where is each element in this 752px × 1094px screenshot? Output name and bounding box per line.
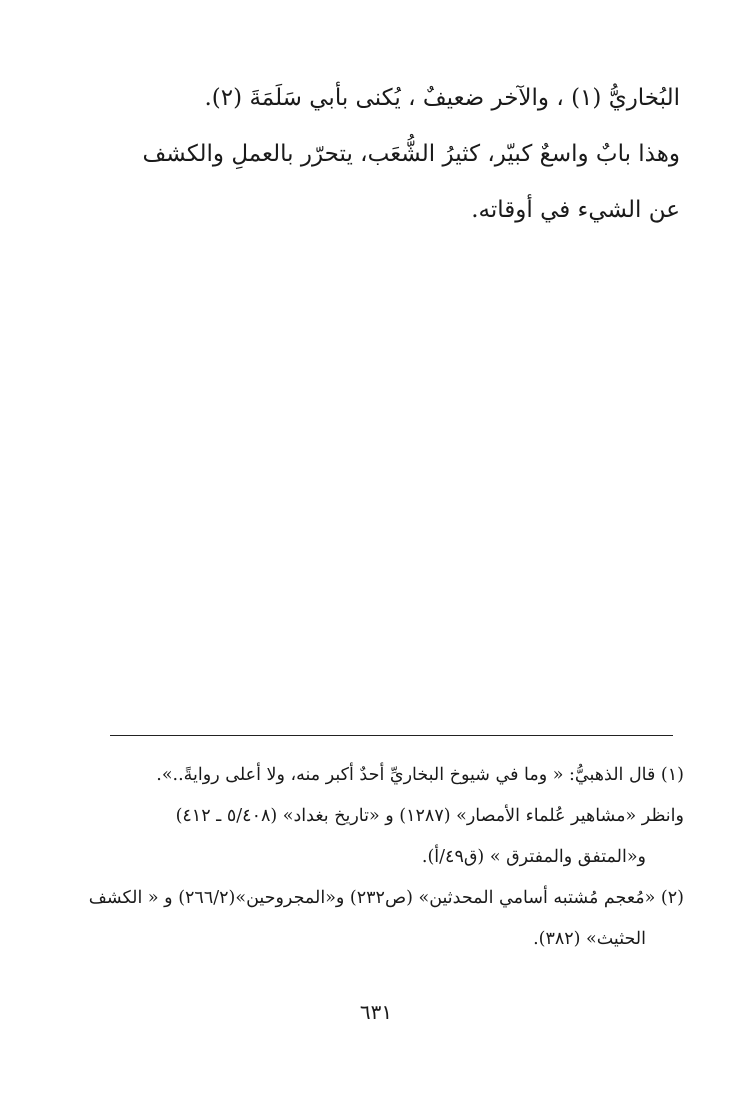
footnote-1-line-1: (١) قال الذهبيُّ: « وما في شيوخ البخاريِّ أحدٌ أكبر منه، ولا أعلى روايةً..». <box>156 765 684 785</box>
footnote-2-line-1: (٢) «مُعجم مُشتبه أسامي المحدثين» (ص٢٣٢) و«المجروحين»(٢٦٦/٢) و « الكشف <box>88 888 684 908</box>
footnote-2-line-2: الحثيث» (٣٨٢). <box>533 929 646 949</box>
footnotes <box>88 755 684 960</box>
footnote-1-line-3: و«المتفق والمفترق » (ق٤٩/أ). <box>421 847 646 867</box>
body-line-1: البُخاريُّ (١) ، والآخر ضعيفٌ ، يُكنى بأبي سَلَمَةَ (٢). <box>204 85 680 111</box>
footnote-divider <box>110 735 673 736</box>
footnote-1-line-2: وانظر «مشاهير عُلماء الأمصار» (١٢٨٧) و «تاريخ بغداد» (٥/٤٠٨ ـ ٤١٢) <box>175 806 684 826</box>
main-text <box>105 70 680 238</box>
body-line-2: وهذا بابٌ واسعٌ كبيّر، كثيرُ الشُّعَب، يتحرّر بالعملِ والكشف <box>142 141 680 167</box>
body-line-3: عن الشيء في أوقاته. <box>471 197 680 223</box>
page-number: ٦٣١ <box>359 1000 393 1024</box>
